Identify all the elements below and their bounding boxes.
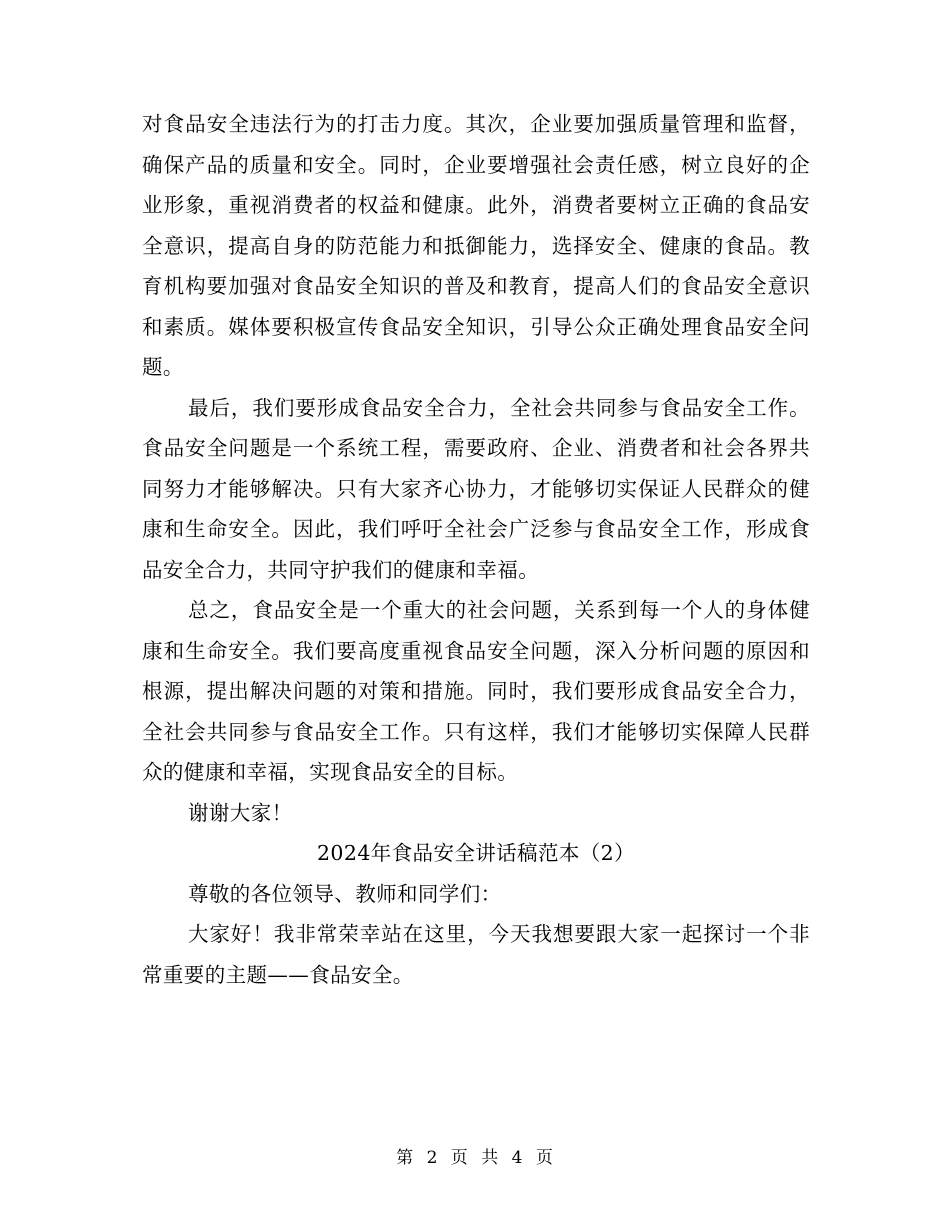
opening-paragraph: 大家好！我非常荣幸站在这里，今天我想要跟大家一起探讨一个非常重要的主题——食品安全。 <box>142 922 810 987</box>
paragraph-continued: 对食品安全违法行为的打击力度。其次，企业要加强质量管理和监督，确保产品的质量和安全。同时，企业要增强社会责任感，树立良好的企业形象，重视消费者的权益和健康。此外，消费者要树立正确的食品安全意识，提高自身的防范能力和抵御能力，选择安全、健康的食品。教育机构要加强对食品安全知识的普及和教育，提高人们的食品安全意识和素质。媒体要积极宣传食品安全知识，引导公众正确处理食品安全问题。 <box>142 112 810 379</box>
section-title: 2024年食品安全讲话稿范本（2） <box>316 841 635 865</box>
paragraph-finally: 最后，我们要形成食品安全合力，全社会共同参与食品安全工作。食品安全问题是一个系统工程，需要政府、企业、消费者和社会各界共同努力才能够解决。只有大家齐心协力，才能够切实保证人民群众的健康和生命安全。因此，我们呼吁全社会广泛参与食品安全工作，形成食品安全合力，共同守护我们的健康和幸福。 <box>142 395 810 582</box>
paragraph-conclusion: 总之，食品安全是一个重大的社会问题，关系到每一个人的身体健康和生命安全。我们要高度重视食品安全问题，深入分析问题的原因和根源，提出解决问题的对策和措施。同时，我们要形成食品安全合力，全社会共同参与食品安全工作。只有这样，我们才能够切实保障人民群众的健康和幸福，实现食品安全的目标。 <box>142 598 810 784</box>
paragraph-thanks: 谢谢大家！ <box>188 800 293 825</box>
document-body <box>142 104 810 995</box>
page-footer: 第 2 页 共 4 页 <box>396 1148 554 1168</box>
salutation: 尊敬的各位领导、教师和同学们： <box>188 881 502 906</box>
